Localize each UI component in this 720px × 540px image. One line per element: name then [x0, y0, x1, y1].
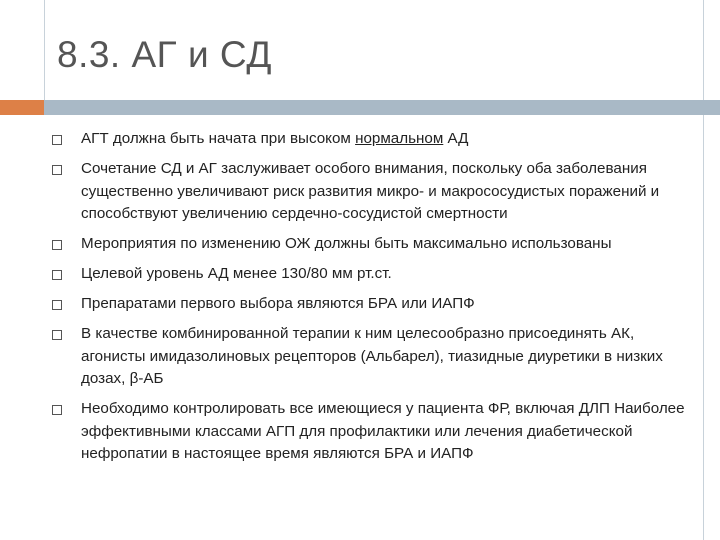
list-item [50, 323, 690, 391]
list-item [50, 128, 690, 151]
list-item-text: Мероприятия по изменению ОЖ должны быть максимально использованы [81, 235, 612, 252]
square-outline-bullet-icon [52, 330, 62, 340]
left-divider-line [44, 0, 45, 100]
right-divider-line-bottom [703, 115, 704, 540]
list-item-text: Необходимо контролировать все имеющиеся у пациента ФР, включая ДЛП Наиболее эффективными классами АГП для профилактики или лечения диабетической нефропатии в настоящее время являются БРА и ИАПФ [81, 400, 685, 462]
square-outline-bullet-icon [52, 135, 62, 145]
right-divider-line-top [703, 0, 704, 100]
bullet-list-container [50, 128, 690, 473]
list-item [50, 263, 690, 286]
square-outline-bullet-icon [52, 270, 62, 280]
list-item [50, 158, 690, 226]
list-item-text-pre: АГТ должна быть начата при высоком [81, 130, 356, 147]
accent-band-orange [0, 100, 44, 115]
list-item-text: Целевой уровень АД менее 130/80 мм рт.ст. [81, 265, 392, 282]
list-item-underlined-word: нормальном [355, 130, 444, 147]
list-item-text-post: АД [443, 130, 469, 147]
square-outline-bullet-icon [52, 405, 62, 415]
list-item [50, 293, 690, 316]
list-item-text: Препаратами первого выбора являются БРА или ИАПФ [81, 295, 475, 312]
slide-title: 8.3. АГ и СД [57, 34, 272, 75]
list-item [50, 398, 690, 466]
list-item-text: Сочетание СД и АГ заслуживает особого внимания, поскольку оба заболевания существенно увеличивают риск развития микро- и макрососудистых поражений и способствуют увеличению сердечно-сосудистой смертности [81, 160, 660, 222]
square-outline-bullet-icon [52, 165, 62, 175]
bullet-list [50, 128, 690, 466]
list-item [50, 233, 690, 256]
list-item-text: В качестве комбинированной терапии к ним целесообразно присоединять АК, агонисты имидазолиновых рецепторов (Альбарел), тиазидные диуретики в низких дозах, β-АБ [81, 325, 663, 387]
square-outline-bullet-icon [52, 300, 62, 310]
accent-band-gray [44, 100, 720, 115]
square-outline-bullet-icon [52, 240, 62, 250]
